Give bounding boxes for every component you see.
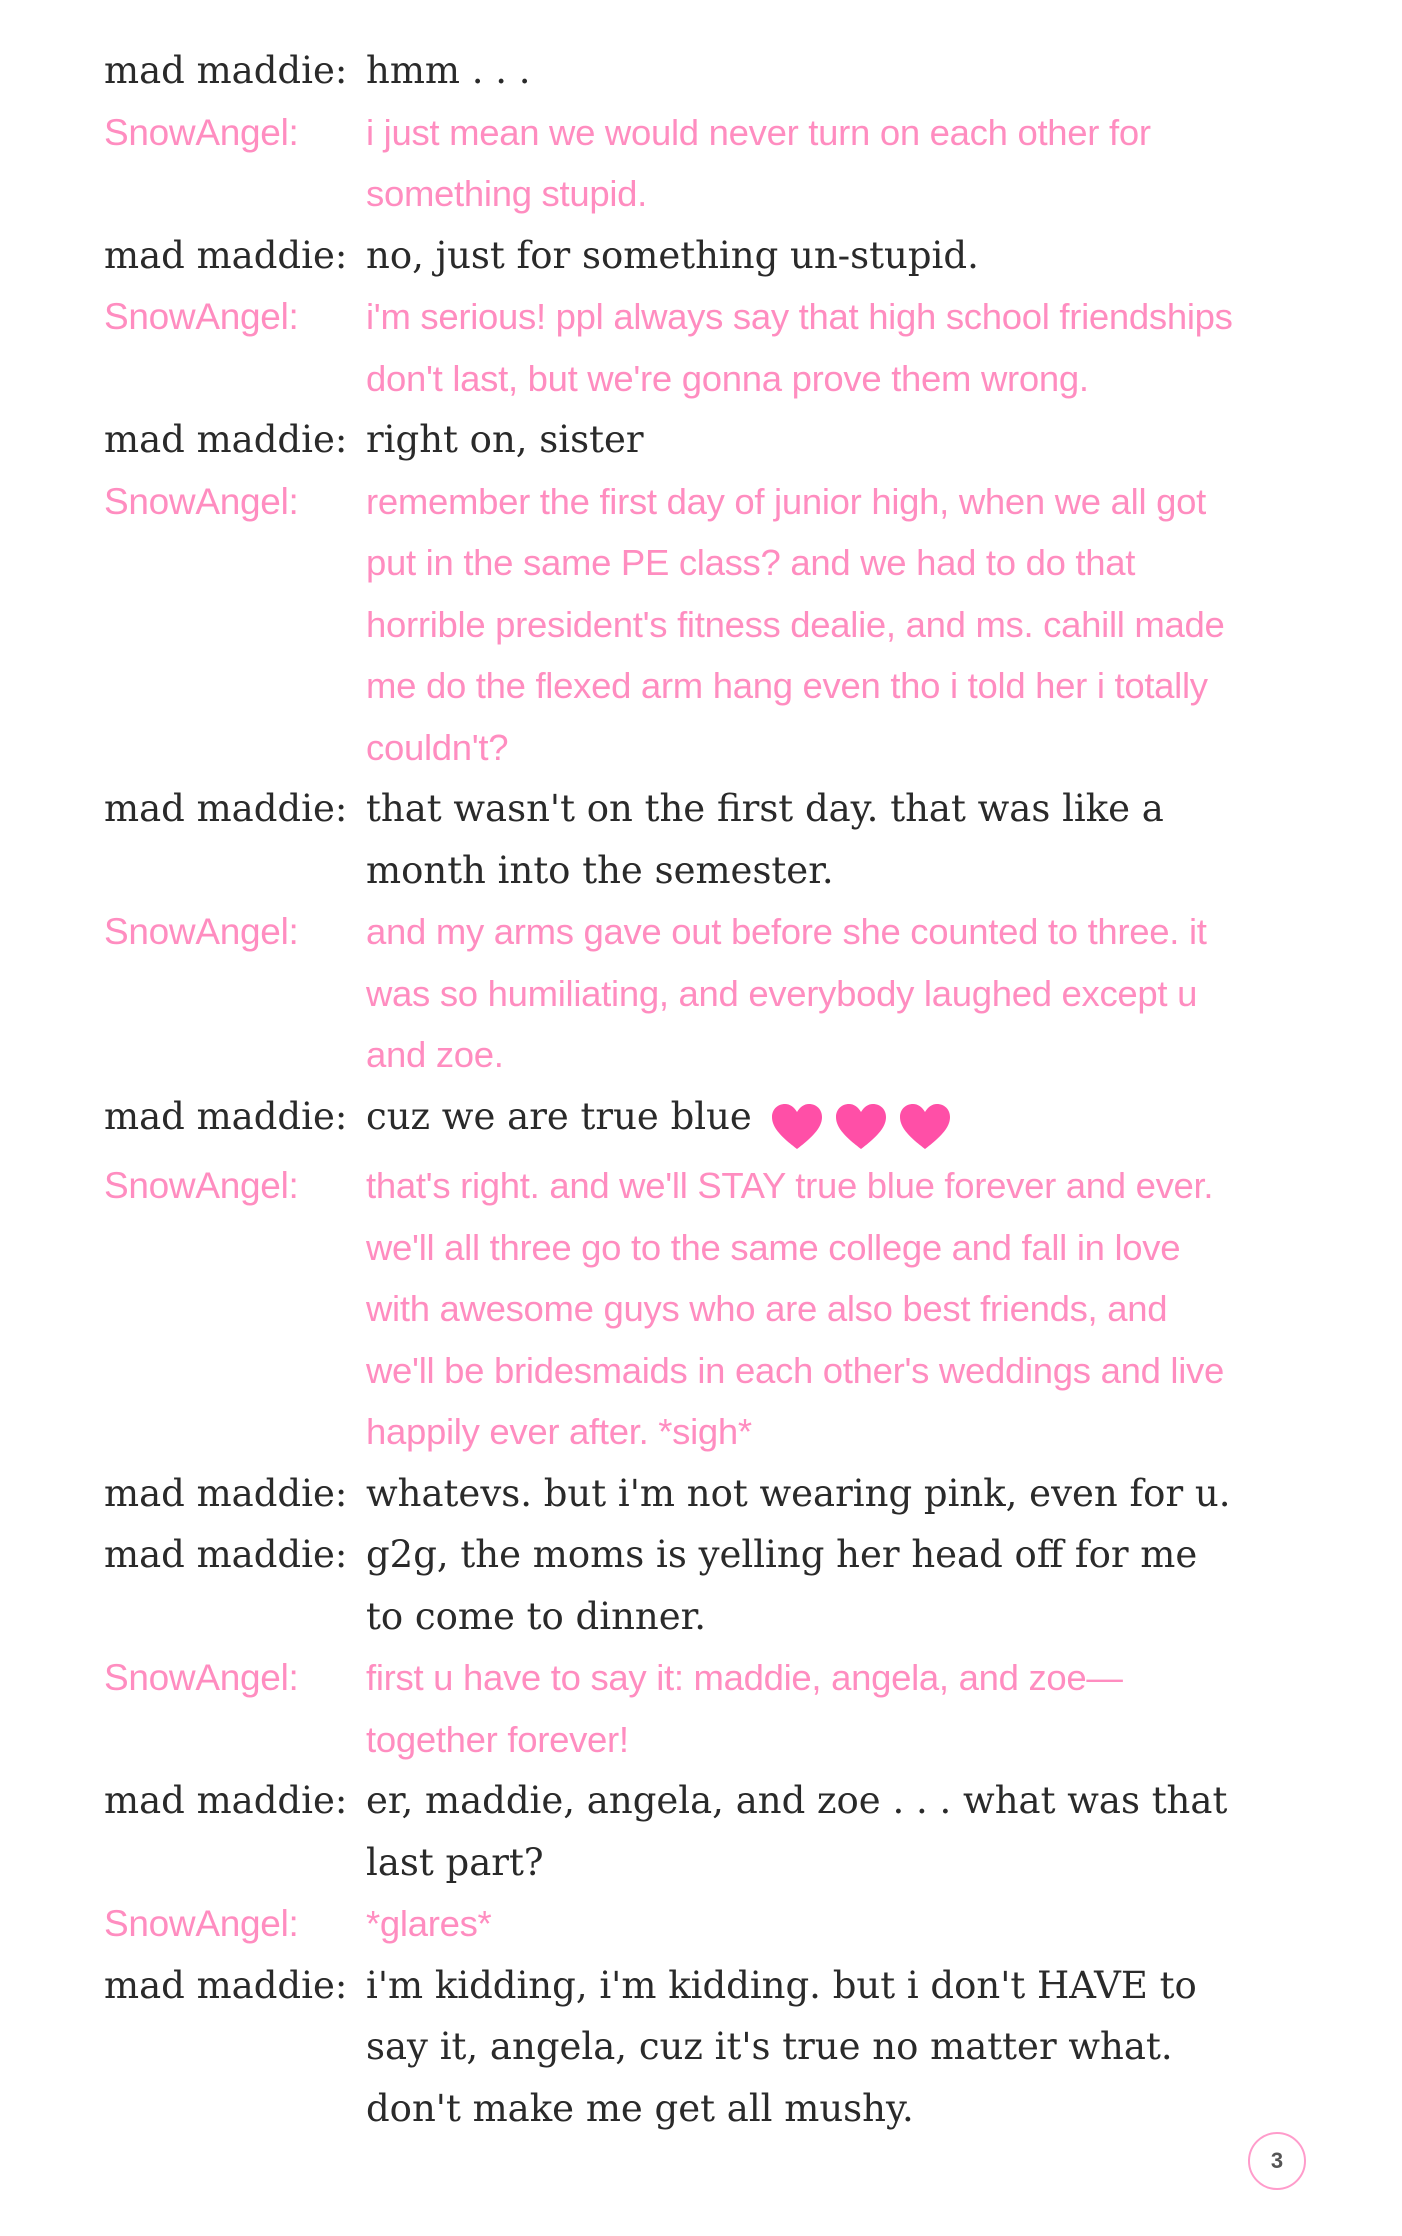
message-text: right on, sister [366,418,644,461]
speaker-name: SnowAngel: [104,911,299,952]
speaker-name: mad maddie: [104,1779,348,1822]
message-text: first u have to say it: maddie, angela, and zoe—together forever! [366,1657,1123,1760]
chat-transcript [104,40,1284,2139]
speaker-name: mad maddie: [104,418,348,461]
page-number: 3 [1248,2132,1306,2190]
chat-message [104,409,1284,471]
chat-message [104,286,1284,409]
message-text-with-hearts [366,1086,1284,1156]
heart-icon [898,1103,952,1151]
chat-message [104,1086,1284,1156]
chat-message [104,40,1284,102]
message-text: i'm serious! ppl always say that high school friendships don't last, but we're gonna prove them wrong. [366,296,1233,399]
chat-message [104,1463,1284,1525]
chat-message [104,225,1284,287]
chat-message [104,1524,1284,1647]
speaker-name: mad maddie: [104,1963,348,2007]
message-text: that wasn't on the first day. that was like a month into the semester. [366,787,1164,892]
chat-message [104,102,1284,225]
message-text: cuz we are true blue [366,1094,752,1138]
speaker-name: mad maddie: [104,787,348,830]
message-text: whatevs. but i'm not wearing pink, even for u. [366,1471,1231,1515]
message-text: hmm . . . [366,49,531,92]
chat-message [104,1770,1284,1893]
speaker-name: SnowAngel: [104,1903,299,1944]
chat-message [104,901,1284,1086]
speaker-name: mad maddie: [104,1533,348,1576]
speaker-name: SnowAngel: [104,1657,299,1698]
speaker-name: SnowAngel: [104,1165,299,1206]
speaker-name: SnowAngel: [104,111,299,153]
heart-icon [834,1103,888,1151]
heart-icon [770,1103,824,1151]
chat-message [104,1155,1284,1463]
message-text: and my arms gave out before she counted to three. it was so humiliating, and everybody laughed except u and zoe. [366,911,1207,1075]
chat-message [104,471,1284,779]
chat-message [104,778,1284,901]
message-text: i just mean we would never turn on each other for something stupid. [366,111,1151,214]
chat-message [104,1955,1284,2140]
speaker-name: mad maddie: [104,233,348,277]
message-text: er, maddie, angela, and zoe . . . what was that last part? [366,1779,1228,1884]
speaker-name: mad maddie: [104,49,348,92]
message-text: *glares* [366,1903,492,1944]
message-text: no, just for something un-stupid. [366,233,979,277]
message-text: that's right. and we'll STAY true blue forever and ever. we'll all three go to the same college and fall in love with awesome guys who are also best friends, and we'll be bridesmaids in each other's weddings and live happily ever after. *sigh* [366,1165,1225,1452]
heart-row [770,1094,962,1156]
message-text: i'm kidding, i'm kidding. but i don't HAVE to say it, angela, cuz it's true no matter what. don't make me get all mushy. [366,1963,1197,2130]
speaker-name: SnowAngel: [104,480,299,522]
message-text: remember the first day of junior high, when we all got put in the same PE class? and we had to do that horrible president's fitness dealie, and ms. cahill made me do the flexed arm hang even tho i told her i totally couldn't? [366,480,1225,768]
speaker-name: SnowAngel: [104,296,299,337]
message-text: g2g, the moms is yelling her head off for me to come to dinner. [366,1533,1198,1638]
chat-message [104,1647,1284,1770]
speaker-name: mad maddie: [104,1094,348,1138]
speaker-name: mad maddie: [104,1471,348,1515]
chat-message [104,1893,1284,1955]
